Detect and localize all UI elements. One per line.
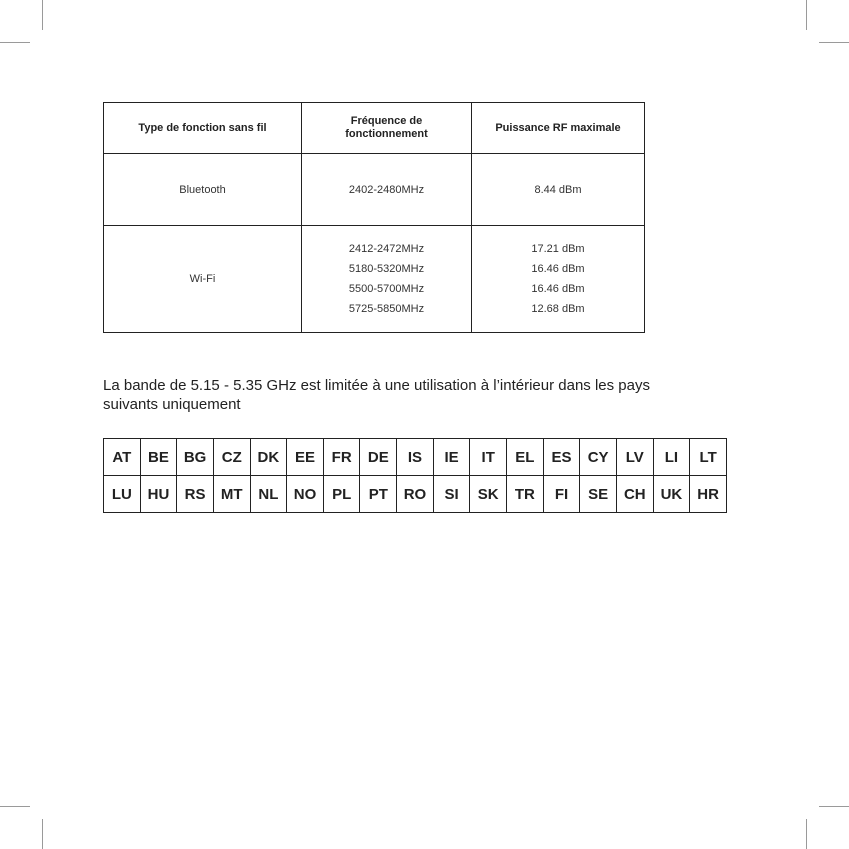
country-code: HU: [140, 476, 177, 513]
crop-mark: [819, 42, 849, 43]
crop-mark: [0, 806, 30, 807]
frequency-value: 5500-5700MHz: [348, 283, 425, 295]
country-codes-table: [103, 438, 727, 513]
rf-specifications-table: [103, 102, 645, 333]
frequency-value: 2412-2472MHz: [348, 243, 425, 255]
header-frequency: [302, 103, 472, 154]
country-code: HR: [690, 476, 727, 513]
header-frequency-line: fonctionnement: [345, 128, 428, 140]
cell-frequency: 2402-2480MHz: [302, 154, 472, 226]
country-code: SE: [580, 476, 617, 513]
table-header-row: [104, 103, 645, 154]
frequency-value: 5725-5850MHz: [348, 303, 425, 315]
power-value: 16.46 dBm: [531, 283, 585, 295]
country-code: IS: [397, 439, 434, 476]
country-code: LI: [653, 439, 690, 476]
country-code: PL: [323, 476, 360, 513]
country-code: AT: [104, 439, 141, 476]
country-code: NL: [250, 476, 287, 513]
cell-frequency: [302, 226, 472, 333]
country-code: DK: [250, 439, 287, 476]
country-code: SI: [433, 476, 470, 513]
country-row: [104, 439, 727, 476]
country-code: IE: [433, 439, 470, 476]
country-code: EL: [507, 439, 544, 476]
cell-power: 8.44 dBm: [472, 154, 645, 226]
crop-mark: [42, 0, 43, 30]
country-code: SK: [470, 476, 507, 513]
power-value: 12.68 dBm: [531, 303, 585, 315]
country-code: LV: [616, 439, 653, 476]
country-code: TR: [507, 476, 544, 513]
crop-mark: [0, 42, 30, 43]
crop-mark: [819, 806, 849, 807]
cell-type: Wi-Fi: [104, 226, 302, 333]
header-frequency-line: Fréquence de: [350, 115, 423, 127]
header-type: Type de fonction sans fil: [104, 103, 302, 154]
country-code: LU: [104, 476, 141, 513]
power-value: 17.21 dBm: [531, 243, 585, 255]
country-code: BG: [177, 439, 214, 476]
country-code: LT: [690, 439, 727, 476]
frequency-value: 5180-5320MHz: [348, 263, 425, 275]
band-restriction-note: [103, 376, 703, 414]
power-value: 16.46 dBm: [531, 263, 585, 275]
country-code: PT: [360, 476, 397, 513]
country-code: IT: [470, 439, 507, 476]
note-line: suivants uniquement: [103, 396, 241, 413]
country-code: BE: [140, 439, 177, 476]
country-code: CY: [580, 439, 617, 476]
country-code: NO: [287, 476, 324, 513]
country-code: RO: [397, 476, 434, 513]
table-row-wifi: [104, 226, 645, 333]
country-code: CZ: [213, 439, 250, 476]
country-row: [104, 476, 727, 513]
country-code: RS: [177, 476, 214, 513]
crop-mark: [806, 819, 807, 849]
cell-type: Bluetooth: [104, 154, 302, 226]
country-code: CH: [616, 476, 653, 513]
crop-mark: [806, 0, 807, 30]
crop-mark: [42, 819, 43, 849]
country-code: FI: [543, 476, 580, 513]
country-code: FR: [323, 439, 360, 476]
country-code: MT: [213, 476, 250, 513]
country-code: DE: [360, 439, 397, 476]
note-line: La bande de 5.15 - 5.35 GHz est limitée à une utilisation à l’intérieur dans les pays: [103, 377, 650, 394]
cell-power: [472, 226, 645, 333]
header-power: Puissance RF maximale: [472, 103, 645, 154]
country-code: UK: [653, 476, 690, 513]
table-row-bluetooth: [104, 154, 645, 226]
country-code: EE: [287, 439, 324, 476]
country-code: ES: [543, 439, 580, 476]
